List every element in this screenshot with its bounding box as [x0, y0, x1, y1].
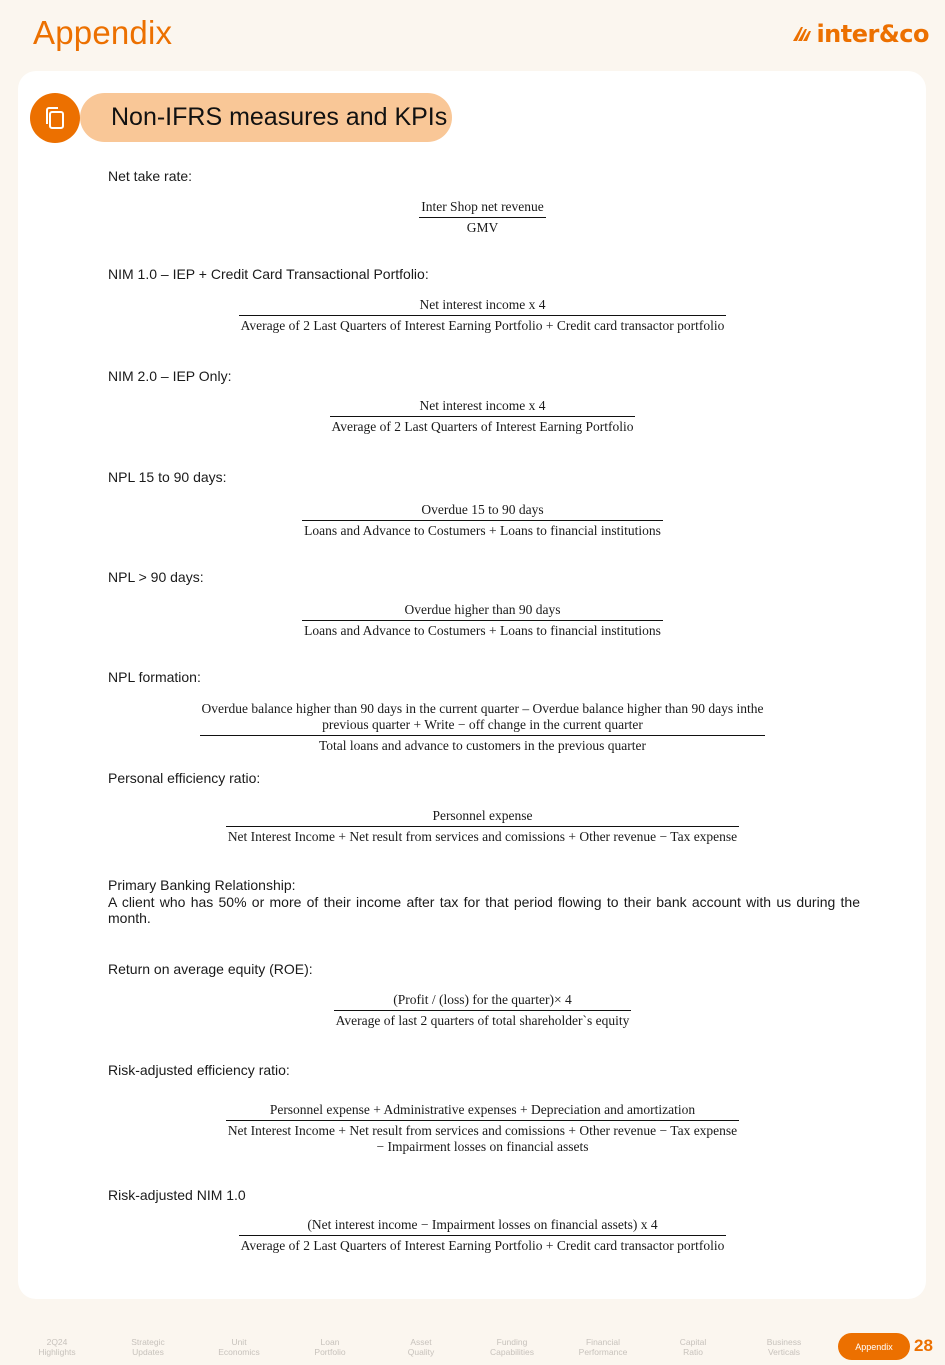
formula-numerator: Net interest income x 4	[239, 297, 727, 316]
risk-adjusted-nim-formula	[100, 1217, 865, 1254]
formula-denominator	[226, 1121, 739, 1155]
nim-2-formula	[100, 398, 865, 435]
formula-numerator: (Profit / (loss) for the quarter)× 4	[334, 992, 632, 1011]
formula-numerator: Overdue higher than 90 days	[302, 602, 663, 621]
npl-15-90-formula	[100, 502, 865, 539]
formula-denominator: Total loans and advance to customers in the previous quarter	[318, 738, 647, 753]
footer-nav	[0, 1331, 945, 1365]
risk-adjusted-efficiency-label: Risk-adjusted efficiency ratio:	[108, 1062, 290, 1078]
logo-sun-icon	[793, 25, 813, 43]
formula-denominator: Loans and Advance to Costumers + Loans to financial institutions	[304, 523, 661, 538]
risk-adjusted-nim-label: Risk-adjusted NIM 1.0	[108, 1187, 246, 1203]
formula-denominator: Average of 2 Last Quarters of Interest Earning Portfolio + Credit card transactor portfolio	[240, 318, 725, 333]
formula-denominator: Net Interest Income + Net result from services and comissions + Other revenue − Tax expense	[227, 829, 738, 844]
copy-icon	[30, 93, 80, 143]
nav-item-funding-capabilities[interactable]: Funding Capabilities	[490, 1337, 534, 1357]
formula-numerator: Inter Shop net revenue	[419, 199, 546, 218]
primary-banking-label: Primary Banking Relationship:	[108, 877, 296, 893]
logo-text: inter&co	[816, 20, 929, 48]
nim-2-label: NIM 2.0 – IEP Only:	[108, 368, 232, 384]
numerator-line-1: Overdue balance higher than 90 days in the current quarter – Overdue balance higher than 90 days inthe	[201, 701, 764, 716]
formula-numerator: Personnel expense	[226, 808, 739, 827]
page-title: Appendix	[33, 14, 173, 51]
denominator-line-1: Net Interest Income + Net result from services and comissions + Other revenue − Tax expense	[227, 1123, 738, 1138]
formula-denominator: Average of 2 Last Quarters of Interest Earning Portfolio + Credit card transactor portfolio	[240, 1238, 725, 1253]
numerator-line-2: previous quarter + Write − off change in the current quarter	[322, 717, 643, 732]
nav-item-business-verticals[interactable]: Business Verticals	[766, 1337, 802, 1357]
npl-formation-formula	[100, 701, 865, 754]
nav-item-highlights[interactable]: 2Q24 Highlights	[38, 1337, 76, 1357]
formula-numerator: (Net interest income − Impairment losses on financial assets) x 4	[239, 1217, 727, 1236]
inter-co-logo	[793, 20, 929, 48]
nim-1-formula	[100, 297, 865, 334]
formula-numerator	[200, 701, 766, 736]
formula-denominator: Average of last 2 quarters of total shareholder`s equity	[335, 1013, 630, 1028]
nim-1-label: NIM 1.0 – IEP + Credit Card Transactional Portfolio:	[108, 266, 429, 282]
npl-15-90-label: NPL 15 to 90 days:	[108, 469, 227, 485]
net-take-rate-label: Net take rate:	[108, 168, 193, 184]
nav-item-strategic-updates[interactable]: Strategic Updates	[131, 1337, 165, 1357]
nav-item-asset-quality[interactable]: Asset Quality	[407, 1337, 435, 1357]
nav-item-appendix-active[interactable]: Appendix	[838, 1333, 910, 1360]
nav-item-unit-economics[interactable]: Unit Economics	[218, 1337, 260, 1357]
section-title: Non-IFRS measures and KPIs	[80, 93, 452, 142]
formula-numerator: Overdue 15 to 90 days	[302, 502, 663, 521]
roe-label: Return on average equity (ROE):	[108, 961, 313, 977]
roe-formula	[100, 992, 865, 1029]
risk-adjusted-efficiency-formula	[100, 1102, 865, 1155]
npl-90-formula	[100, 602, 865, 639]
net-take-rate-formula	[100, 199, 865, 236]
personal-efficiency-formula	[100, 808, 865, 845]
formula-denominator: Average of 2 Last Quarters of Interest Earning Portfolio	[331, 419, 634, 434]
denominator-line-2: − Impairment losses on financial assets	[376, 1139, 589, 1154]
formula-denominator: Loans and Advance to Costumers + Loans to financial institutions	[304, 623, 661, 638]
formula-numerator: Net interest income x 4	[330, 398, 636, 417]
npl-formation-label: NPL formation:	[108, 669, 201, 685]
formula-denominator: GMV	[466, 220, 499, 235]
page-number: 28	[914, 1336, 933, 1355]
npl-90-label: NPL > 90 days:	[108, 569, 204, 585]
formula-numerator: Personnel expense + Administrative expenses + Depreciation and amortization	[226, 1102, 739, 1121]
nav-item-financial-performance[interactable]: Financial Performance	[578, 1337, 628, 1357]
personal-efficiency-label: Personal efficiency ratio:	[108, 770, 261, 786]
nav-item-capital-ratio[interactable]: Capital Ratio	[679, 1337, 707, 1357]
nav-item-loan-portfolio[interactable]: Loan Portfolio	[314, 1337, 346, 1357]
primary-banking-text: A client who has 50% or more of their income after tax for that period flowing to their bank account with us during the month.	[108, 894, 860, 926]
